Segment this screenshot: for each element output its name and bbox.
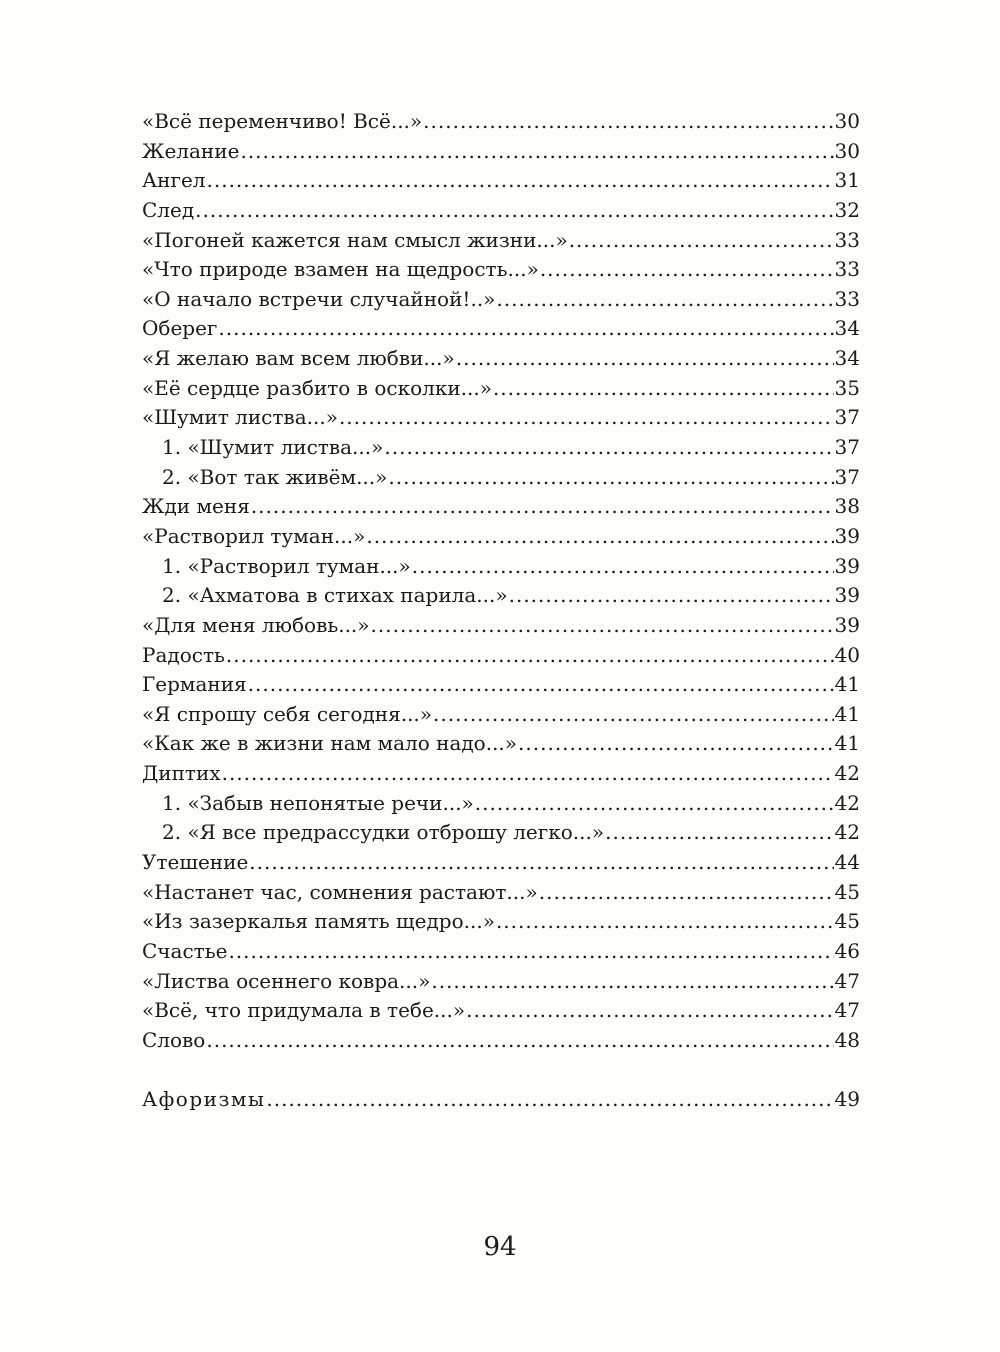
toc-dot-leader xyxy=(496,907,834,937)
toc-entry-title: «Я спрошу себя сегодня...» xyxy=(142,701,433,726)
toc-subentry xyxy=(142,433,860,463)
toc-dot-leader xyxy=(388,463,833,493)
toc-entry-page: 42 xyxy=(834,761,860,786)
toc-subentry xyxy=(142,552,860,582)
toc-entry-title: 1. «Растворил туман...» xyxy=(162,553,411,578)
toc-dot-leader xyxy=(431,967,833,997)
toc-dot-leader xyxy=(206,1026,833,1056)
toc-entry-page: 39 xyxy=(834,583,860,608)
toc-dot-leader xyxy=(433,700,834,730)
toc-entry xyxy=(142,641,860,671)
toc-entry xyxy=(142,848,860,878)
toc-dot-leader xyxy=(496,285,833,315)
toc-entry xyxy=(142,611,860,641)
toc-entry-page: 46 xyxy=(834,938,860,963)
toc-entry-page: 34 xyxy=(834,346,860,371)
toc-dot-leader xyxy=(371,611,834,641)
toc-entry xyxy=(142,492,860,522)
toc-entry-title: «Что природе взамен на щедрость...» xyxy=(142,257,539,282)
toc-entry xyxy=(142,967,860,997)
toc-entry-title: Слово xyxy=(142,1027,206,1052)
toc-dot-leader xyxy=(366,522,833,552)
toc-entry-title: «Её сердце разбито в осколки...» xyxy=(142,375,492,400)
toc-subentry xyxy=(142,789,860,819)
toc-dot-leader xyxy=(251,492,834,522)
toc-entry-page: 41 xyxy=(834,672,860,697)
toc-entry-page: 42 xyxy=(834,820,860,845)
toc-entry xyxy=(142,403,860,433)
toc-subentry xyxy=(142,581,860,611)
toc-entry xyxy=(142,907,860,937)
toc-entry-title: Утешение xyxy=(142,850,249,875)
toc-entry-page: 42 xyxy=(834,790,860,815)
toc-entry-title: «О начало встречи случайной!..» xyxy=(142,286,496,311)
toc-dot-leader xyxy=(493,374,834,404)
toc-entry-page: 39 xyxy=(834,523,860,548)
toc-entry-title: «Всё, что придумала в тебе...» xyxy=(142,998,466,1023)
toc-entry-title: «Настанет час, сомнения растают...» xyxy=(142,879,538,904)
toc-entry xyxy=(142,759,860,789)
table-of-contents xyxy=(142,107,860,1114)
toc-entry-title: Радость xyxy=(142,642,225,667)
toc-entry xyxy=(142,166,860,196)
toc-entry xyxy=(142,344,860,374)
toc-dot-leader xyxy=(412,552,834,582)
toc-entry-title: 2. «Я все предрассудки отброшу легко...» xyxy=(162,820,605,845)
toc-entry-title: Оберег xyxy=(142,316,218,341)
toc-entry-title: «Я желаю вам всем любви...» xyxy=(142,346,455,371)
toc-dot-leader xyxy=(466,996,833,1026)
toc-entry xyxy=(142,670,860,700)
toc-entry xyxy=(142,729,860,759)
toc-entry-page: 34 xyxy=(834,316,860,341)
toc-entry-title: «Шумит листва...» xyxy=(142,405,338,430)
toc-entry-title: Счастье xyxy=(142,938,228,963)
toc-entry-page: 33 xyxy=(834,227,860,252)
toc-entry-title: «Листва осеннего ковра...» xyxy=(142,968,431,993)
toc-dot-leader xyxy=(339,403,834,433)
toc-entry-title: 2. «Вот так живём...» xyxy=(162,464,388,489)
toc-entry-title: 1. «Забыв непонятые речи...» xyxy=(162,790,474,815)
toc-entry xyxy=(142,196,860,226)
toc-dot-leader xyxy=(539,878,834,908)
toc-entry-title: Диптих xyxy=(142,761,221,786)
page-number: 94 xyxy=(483,1232,517,1262)
toc-entry-title: Желание xyxy=(142,138,240,163)
toc-entry-page: 39 xyxy=(834,553,860,578)
toc-entry-page: 33 xyxy=(834,286,860,311)
toc-section-page: 49 xyxy=(834,1086,860,1111)
toc-entry xyxy=(142,226,860,256)
toc-dot-leader xyxy=(509,581,834,611)
toc-dot-leader xyxy=(384,433,833,463)
toc-entry-page: 39 xyxy=(834,612,860,637)
toc-subentry xyxy=(142,818,860,848)
toc-entry-page: 30 xyxy=(834,109,860,133)
toc-entry-title: «Из зазеркалья память щедро...» xyxy=(142,909,495,934)
toc-entry xyxy=(142,314,860,344)
toc-entry-page: 45 xyxy=(834,879,860,904)
toc-entry-page: 37 xyxy=(834,435,860,460)
toc-entry-page: 48 xyxy=(834,1027,860,1052)
toc-dot-leader xyxy=(195,196,833,226)
toc-entry-title: «Погоней кажется нам смысл жизни...» xyxy=(142,227,568,252)
toc-entry-page: 44 xyxy=(834,850,860,875)
toc-entry-page: 41 xyxy=(834,731,860,756)
toc-entry-page: 41 xyxy=(834,701,860,726)
toc-entry-page: 40 xyxy=(834,642,860,667)
toc-dot-leader xyxy=(423,107,833,137)
toc-section-entry xyxy=(142,1085,860,1115)
toc-entry-page: 38 xyxy=(834,494,860,519)
toc-entry-page: 32 xyxy=(834,197,860,222)
toc-entry xyxy=(142,137,860,167)
toc-entry xyxy=(142,255,860,285)
toc-entry-title: «Как же в жизни нам мало надо...» xyxy=(142,731,518,756)
toc-entry-page: 45 xyxy=(834,909,860,934)
toc-dot-leader xyxy=(222,759,834,789)
toc-entry-title: «Всё переменчиво! Всё...» xyxy=(142,109,423,133)
toc-dot-leader xyxy=(248,670,834,700)
toc-entry-page: 33 xyxy=(834,257,860,282)
toc-entry xyxy=(142,937,860,967)
toc-entry-title: След xyxy=(142,197,195,222)
toc-entry-title: «Растворил туман...» xyxy=(142,523,366,548)
toc-dot-leader xyxy=(240,137,833,167)
toc-entry xyxy=(142,107,860,137)
toc-entry-page: 37 xyxy=(834,405,860,430)
toc-entry-title: 2. «Ахматова в стихах парила...» xyxy=(162,583,508,608)
toc-entry-page: 30 xyxy=(834,138,860,163)
toc-entry xyxy=(142,996,860,1026)
toc-dot-leader xyxy=(518,729,834,759)
toc-entry-title: Жди меня xyxy=(142,494,250,519)
toc-dot-leader xyxy=(540,255,834,285)
toc-entry-page: 31 xyxy=(834,168,860,193)
toc-entry-page: 47 xyxy=(834,998,860,1023)
toc-section-title: Афоризмы xyxy=(142,1086,266,1111)
toc-entry xyxy=(142,878,860,908)
toc-dot-leader xyxy=(456,344,834,374)
toc-dot-leader xyxy=(266,1085,833,1115)
toc-entry-title: Германия xyxy=(142,672,247,697)
toc-entry xyxy=(142,285,860,315)
toc-dot-leader xyxy=(475,789,834,819)
toc-subentry xyxy=(142,463,860,493)
toc-dot-leader xyxy=(605,818,833,848)
toc-dot-leader xyxy=(228,937,833,967)
toc-dot-leader xyxy=(226,641,834,671)
toc-dot-leader xyxy=(569,226,834,256)
toc-dot-leader xyxy=(218,314,833,344)
toc-entry-page: 37 xyxy=(834,464,860,489)
toc-entry-title: Ангел xyxy=(142,168,206,193)
toc-entry-title: «Для меня любовь...» xyxy=(142,612,370,637)
toc-dot-leader xyxy=(207,166,834,196)
toc-entry-page: 47 xyxy=(834,968,860,993)
toc-entry-page: 35 xyxy=(834,375,860,400)
toc-entry xyxy=(142,1026,860,1056)
toc-entry-title: 1. «Шумит листва...» xyxy=(162,435,384,460)
toc-dot-leader xyxy=(249,848,833,878)
toc-entry xyxy=(142,522,860,552)
toc-entry xyxy=(142,374,860,404)
toc-entry xyxy=(142,700,860,730)
